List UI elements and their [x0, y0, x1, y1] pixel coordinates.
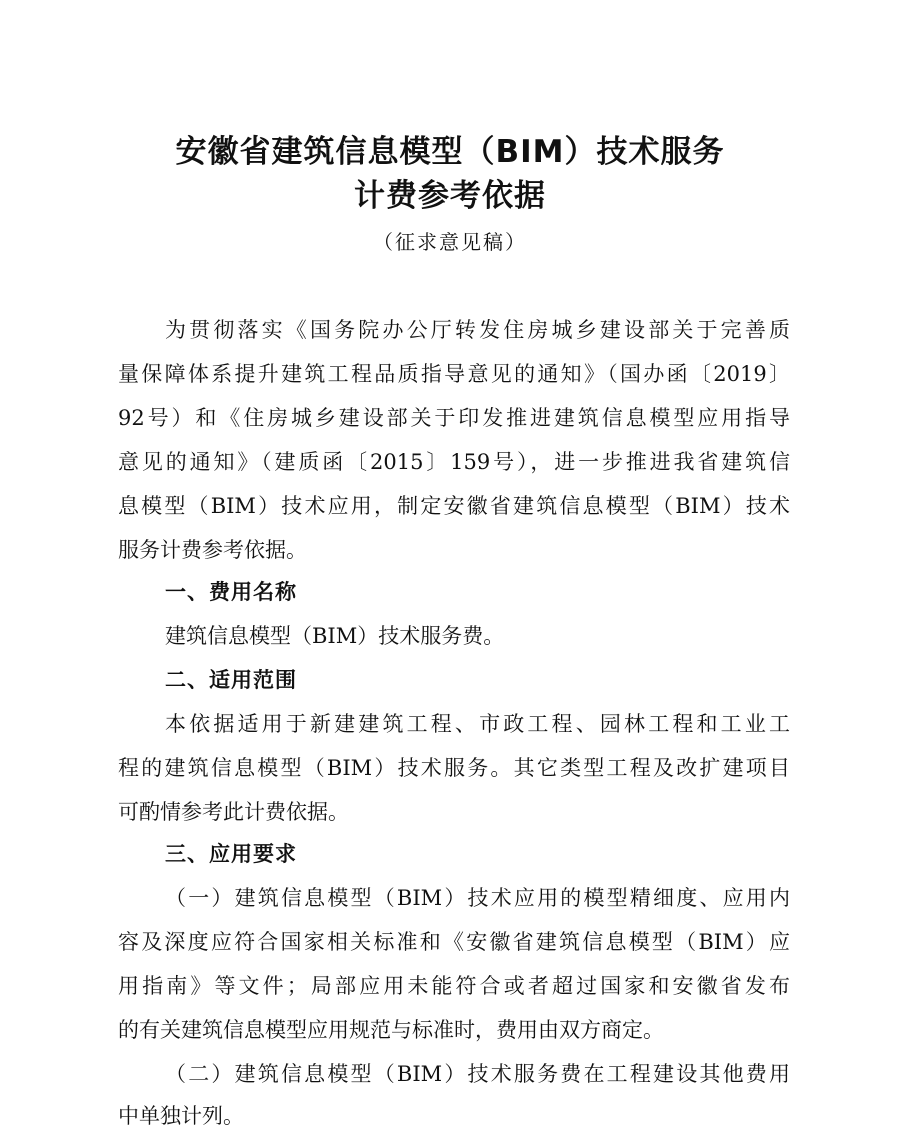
- document-title-line-2: 计费参考依据: [354, 178, 546, 214]
- section-heading-requirements: 三、应用要求: [165, 842, 297, 866]
- intro-line: 息模型（BIM）技术应用，制定安徽省建筑信息模型（BIM）技术: [118, 494, 790, 518]
- section-heading-fee-name: 一、费用名称: [165, 580, 297, 604]
- section3-line: 用指南》等文件；局部应用未能符合或者超过国家和安徽省发布: [118, 974, 790, 998]
- document-subtitle: （征求意见稿）: [373, 230, 527, 254]
- section2-line: 可酌情参考此计费依据。: [118, 800, 349, 824]
- section3-line: （一）建筑信息模型（BIM）技术应用的模型精细度、应用内: [165, 886, 790, 910]
- section3-line: 容及深度应符合国家相关标准和《安徽省建筑信息模型（BIM）应: [118, 930, 790, 954]
- intro-line: 意见的通知》（建质函〔2015〕159号），进一步推进我省建筑信: [118, 450, 790, 474]
- document-title-line-1: 安徽省建筑信息模型（BIM）技术服务: [175, 134, 725, 170]
- section3-line: 中单独计列。: [118, 1104, 244, 1128]
- section3-line: （二）建筑信息模型（BIM）技术服务费在工程建设其他费用: [165, 1062, 790, 1086]
- intro-line: 92号）和《住房城乡建设部关于印发推进建筑信息模型应用指导: [118, 406, 790, 430]
- intro-line: 量保障体系提升建筑工程品质指导意见的通知》（国办函〔2019〕: [118, 362, 790, 386]
- section2-line: 程的建筑信息模型（BIM）技术服务。其它类型工程及改扩建项目: [118, 756, 790, 780]
- section1-line: 建筑信息模型（BIM）技术服务费。: [165, 624, 505, 648]
- section-heading-scope: 二、适用范围: [165, 668, 297, 692]
- intro-line: 服务计费参考依据。: [118, 538, 307, 562]
- intro-line: 为贯彻落实《国务院办公厅转发住房城乡建设部关于完善质: [165, 318, 790, 342]
- section2-line: 本依据适用于新建建筑工程、市政工程、园林工程和工业工: [165, 712, 790, 736]
- section3-line: 的有关建筑信息模型应用规范与标准时，费用由双方商定。: [118, 1018, 664, 1042]
